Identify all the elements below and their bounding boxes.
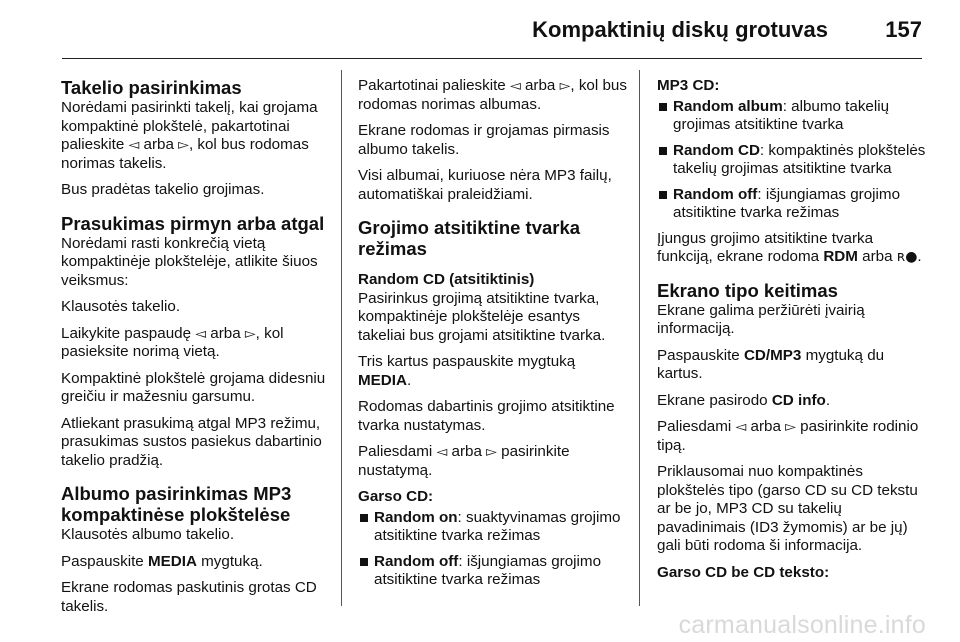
- next-arrow-icon: ▻: [178, 137, 189, 153]
- paragraph: Ekrane rodomas ir grojamas pirmasis albumo takelis.: [358, 122, 610, 158]
- column-right: [657, 77, 929, 582]
- subheading-mp3-cd: MP3 CD:: [657, 77, 720, 94]
- paragraph: Atliekant prasukimą atgal MP3 režimu, prasukimas sustos pasiekus dabartinio takelio pradžią.: [61, 414, 322, 469]
- cd-mp3-button-label: CD/MP3: [743, 346, 802, 364]
- subheading-random-cd: Random CD (atsitiktinis): [358, 271, 535, 288]
- paragraph: Visi albumai, kuriuose nėra MP3 failų, automatiškai praleidžiami.: [358, 167, 612, 203]
- page-header-title: Kompaktinių diskų grotuvas: [532, 17, 828, 42]
- bullet-square-icon: [659, 191, 667, 199]
- paragraph: Priklausomai nuo kompaktinės plokštelės tipo (garso CD su CD tekstu ar be jo, MP3 CD su takelių pavadinimais (ID3 žymomis) ar be jų) gali būti rodoma ši informacija.: [657, 463, 918, 554]
- subheading-audio-cd: Garso CD:: [358, 488, 434, 505]
- column-middle: [358, 77, 630, 597]
- media-button-label: MEDIA: [147, 552, 197, 570]
- paragraph: Norėdami pasirinkti takelį, kai grojama kompaktinė plokštelė, pakartotinai palieskite ◅ arba ▻, kol bus rodomas norimas takelis.: [61, 99, 318, 172]
- bullet-square-icon: [659, 147, 667, 155]
- list-item: Random CD: kompaktinės plokštelės takelių grojimas atsitiktine tvarka: [657, 142, 929, 179]
- paragraph: Laikykite paspaudę ◅ arba ▻, kol pasieksite norimą vietą.: [61, 324, 284, 360]
- prev-arrow-icon: ◅: [436, 444, 448, 460]
- bullet-square-icon: [659, 103, 667, 111]
- paragraph: Klausotės albumo takelio.: [61, 526, 235, 543]
- paragraph: Kompaktinė plokštelė grojama didesniu greičiu ir mažesniu garsumu.: [61, 369, 326, 405]
- list-item: Random off: išjungiamas grojimo atsitiktine tvarka režimas: [358, 553, 630, 590]
- section-heading-track-selection: Takelio pasirinkimas: [61, 77, 242, 98]
- paragraph: Paliesdami ◅ arba ▻ pasirinkite rodinio tipą.: [657, 418, 919, 454]
- list-item: Random album: albumo takelių grojimas atsitiktine tvarka: [657, 98, 929, 135]
- cd-info-label: CD info: [771, 391, 826, 409]
- column-divider: [341, 70, 342, 606]
- media-button-label: MEDIA: [358, 371, 407, 389]
- random-indicator-icon: ʀ●: [896, 249, 918, 265]
- rdm-label: RDM: [823, 248, 858, 265]
- paragraph: Ekrane pasirodo CD info.: [657, 391, 831, 409]
- section-heading-fast-forward: Prasukimas pirmyn arba atgal: [61, 212, 325, 234]
- paragraph: Ekrane galima peržiūrėti įvairią informaciją.: [657, 301, 865, 337]
- next-arrow-icon: ▻: [486, 444, 497, 460]
- paragraph: Norėdami rasti konkrečią vietą kompaktinėje plokštelėje, atlikite šiuos veiksmus:: [61, 234, 318, 289]
- section-heading-album-selection: Albumo pasirinkimas MP3 kompaktinėse plokštelėse: [61, 483, 292, 525]
- bullet-square-icon: [360, 558, 368, 566]
- paragraph: Tris kartus paspauskite mygtuką MEDIA.: [358, 353, 576, 389]
- watermark: carmanualsonline.info: [678, 611, 926, 639]
- header-divider: [62, 58, 922, 59]
- section-heading-random-mode: Grojimo atsitiktine tvarka režimas: [358, 217, 581, 259]
- paragraph: Paspauskite MEDIA mygtuką.: [61, 552, 263, 570]
- next-arrow-icon: ▻: [244, 325, 256, 342]
- list-item: Random on: suaktyvinamas grojimo atsitiktine tvarka režimas: [358, 509, 630, 546]
- next-arrow-icon: ▻: [559, 78, 571, 94]
- paragraph: Įjungus grojimo atsitiktine tvarka funkciją, ekrane rodoma RDM arba ʀ●.: [657, 229, 922, 265]
- paragraph: Paliesdami ◅ arba ▻ pasirinkite nustatymą.: [358, 443, 570, 479]
- paragraph: Pasirinkus grojimą atsitiktine tvarka, kompaktinėje plokštelėje esantys takeliai bus grojami atsitiktine tvarka.: [358, 289, 606, 344]
- prev-arrow-icon: ◅: [195, 325, 207, 342]
- column-left: [61, 77, 333, 624]
- prev-arrow-icon: ◅: [735, 419, 747, 435]
- paragraph: Klausotės takelio.: [61, 298, 181, 315]
- prev-arrow-icon: ◅: [128, 137, 140, 153]
- section-heading-display-type: Ekrano tipo keitimas: [657, 279, 838, 301]
- paragraph: Rodomas dabartinis grojimo atsitiktine tvarka nustatymas.: [358, 398, 615, 434]
- paragraph: Paspauskite CD/MP3 mygtuką du kartus.: [657, 346, 885, 382]
- bullet-square-icon: [360, 514, 368, 522]
- paragraph: Bus pradėtas takelio grojimas.: [61, 181, 265, 198]
- prev-arrow-icon: ◅: [509, 78, 521, 94]
- page-number: 157: [885, 17, 922, 42]
- paragraph: Ekrane rodomas paskutinis grotas CD takelis.: [61, 579, 317, 615]
- subheading-audio-cd-no-text: Garso CD be CD teksto:: [657, 563, 830, 581]
- column-divider: [639, 70, 640, 606]
- paragraph: Pakartotinai palieskite ◅ arba ▻, kol bus rodomas norimas albumas.: [358, 77, 627, 113]
- list-item: Random off: išjungiamas grojimo atsitiktine tvarka režimas: [657, 186, 929, 223]
- next-arrow-icon: ▻: [785, 419, 796, 435]
